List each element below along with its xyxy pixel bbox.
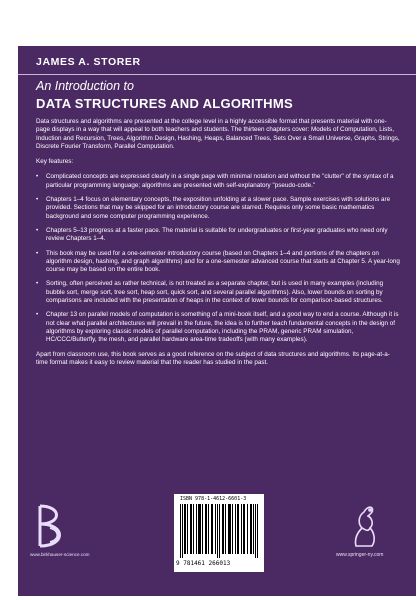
closing-paragraph: Apart from classroom use, this book serves as a good reference on the subject of data structures and algorithms. Its page-at-a-time format makes it easy to review material that the reader has studied in the past. — [36, 350, 390, 366]
birkhauser-logo-icon — [36, 504, 72, 548]
springer-logo-icon — [348, 502, 382, 550]
bullet-icon: • — [36, 173, 39, 181]
cover-description — [36, 118, 400, 374]
isbn-barcode — [174, 494, 264, 572]
springer-url: www.springer-ny.com — [336, 552, 384, 558]
feature-item — [36, 311, 400, 344]
book-title: DATA STRUCTURES AND ALGORITHMS — [36, 96, 293, 111]
bullet-icon: • — [36, 196, 39, 204]
book-subtitle: An Introduction to — [36, 79, 134, 93]
feature-item — [36, 250, 400, 275]
bullet-icon: • — [36, 249, 39, 257]
intro-paragraph: Data structures and algorithms are presented at the college level in a highly accessible format that presents material with one-page displays in a way that will appeal to both teachers and students. The thirteen chapters cover: Models of Computation, Lists, Induction and Recursion, Trees, Algorithm Design, Hashing, Heaps, Balanced Trees, Sets Over a Small Universe, Graphs, Strings, Discrete Fourier Transform, Parallel Computation. — [36, 118, 400, 150]
bullet-icon: • — [36, 311, 39, 319]
bullet-icon: • — [36, 226, 39, 234]
barcode-icon — [180, 504, 258, 558]
feature-item — [36, 196, 400, 221]
cover-panel — [18, 46, 416, 596]
feature-item — [36, 280, 400, 305]
cover-footer — [18, 486, 416, 596]
feature-text: Sorting, often perceived as rather technical, is not treated as a separate chapter, but is used in many examples (including bubble sort, merge sort, tree sort, heap sort, quick sort, and several parallel algorithms). Also, lower bounds on sorting by comparisons are included with the presentation of heaps in the context of lower bounds for comparison-based structures. — [46, 280, 384, 305]
author-name: JAMES A. STORER — [36, 56, 141, 68]
feature-text: Complicated concepts are expressed clearly in a single page with minimal notation and without the "clutter" of the syntax of a particular programming language; algorithms are presented with self-explanatory "pseudo-code." — [46, 173, 394, 189]
feature-text: Chapters 1–4 focus on elementary concepts, the exposition unfolding at a slower pace. Sample exercises with solutions are provided. Sections that may be skipped for an introductory course are starred. Requires only some basic mathematics background and some computer programming experience. — [46, 196, 391, 220]
isbn-top-text: ISBN 978-1-4612-6601-3 — [180, 496, 247, 502]
divider-rule — [18, 74, 416, 75]
bullet-icon: • — [36, 280, 39, 288]
feature-item — [36, 227, 400, 244]
feature-text: Chapters 5–13 progress at a faster pace. The material is suitable for undergraduates or first-year graduates who need only review Chapters 1–4. — [46, 226, 388, 243]
isbn-digits: 9 781461 266013 — [176, 560, 231, 567]
feature-item — [36, 173, 400, 190]
feature-text: This book may be used for a one-semester introductory course (based on Chapters 1–4 and portions of the chapters on algorithm design, hashing, and graph algorithms) and for a one-semester advanced course that starts at Chapter 5. A year-long course may be based on the entire book. — [46, 249, 400, 274]
features-label: Key features: — [36, 158, 74, 166]
feature-text: Chapter 13 on parallel models of computation is something of a mini-book itself, and a good way to end a course. Although it is not clear what parallel architectures will prevail in the future, the idea is to further teach fundamental concepts in the design of algorithms by exploring classic models of parallel computation, including the PRAM, generic PRAM simulation, HC/CCC/Butterfly, the mesh, and parallel hardware area-time tradeoffs (with many examples). — [46, 311, 399, 344]
birkhauser-url: www.birkhauser-science.com — [30, 552, 90, 557]
